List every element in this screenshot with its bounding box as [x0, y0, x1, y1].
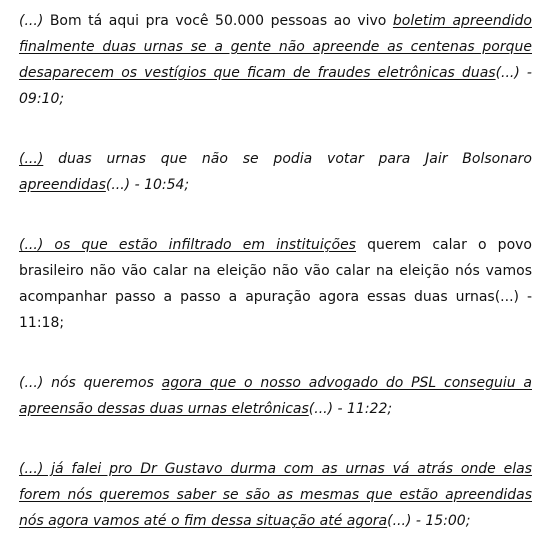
paragraph-1: [19, 8, 532, 112]
timestamp: (...) - 11:22;: [308, 401, 393, 417]
text-segment: querem calar o povo brasileiro não vão calar na eleição não vão calar na eleição nós vamos acompanhar passo a passo a apuração agora essas duas urnas(...) - 11:18;: [19, 237, 532, 331]
text-segment: (...) já falei pro Dr Gustavo durma com as urnas vá atrás onde elas forem nós queremos saber se são as mesmas que estão apreendidas nós agora vamos até o fim dessa situação até agora: [19, 461, 532, 529]
paragraph-5: [19, 456, 532, 534]
text-segment: (...) os que estão infiltrado em instituições: [19, 237, 356, 253]
timestamp: (...) - 10:54;: [105, 177, 190, 193]
paragraph-4: [19, 370, 532, 422]
text-segment: boletim apreendido finalmente duas urnas se a gente não apreende as centenas porque desaparecem os vestígios que ficam de fraudes eletrônicas duas: [19, 13, 532, 81]
paragraph-2: [19, 146, 532, 198]
document-page: [19, 8, 532, 534]
text-segment: Bom tá aqui pra você 50.000 pessoas ao vivo: [43, 13, 393, 29]
timestamp: (...) - 15:00;: [387, 513, 471, 529]
text-segment: agora que o nosso advogado do PSL conseguiu a apreensão dessas duas urnas eletrônicas: [19, 375, 532, 417]
text-segment: (...): [19, 151, 44, 167]
paragraph-3: [19, 232, 532, 336]
text-segment: duas urnas que não se podia votar para Jair Bolsonaro: [43, 151, 532, 167]
timestamp: - 09:10;: [19, 65, 532, 107]
text-segment: (...) nós queremos: [19, 375, 162, 391]
text-segment: (...): [19, 13, 44, 29]
text-segment: apreendidas: [19, 177, 106, 193]
text-segment: (...): [495, 65, 520, 81]
